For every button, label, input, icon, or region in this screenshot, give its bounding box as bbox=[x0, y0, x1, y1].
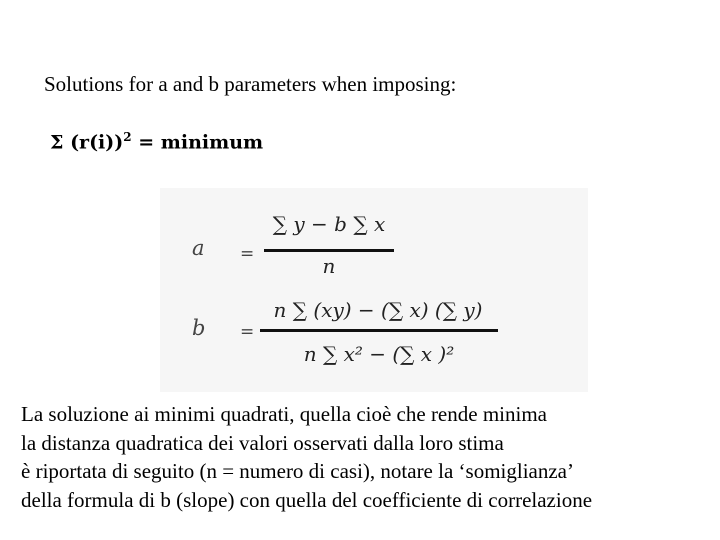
a-numerator: ∑ y − b ∑ x bbox=[272, 212, 386, 236]
explanation-line: La soluzione ai minimi quadrati, quella cioè che rende minima bbox=[21, 402, 547, 426]
slide-heading: Solutions for a and b parameters when imposing: bbox=[44, 72, 457, 96]
explanation-text bbox=[21, 400, 592, 514]
b-numerator: n ∑ (xy) − (∑ x) (∑ y) bbox=[273, 298, 483, 322]
b-label: b bbox=[192, 316, 206, 340]
a-equals: = bbox=[240, 244, 255, 264]
sigma-symbol: Σ bbox=[50, 131, 64, 154]
b-equals: = bbox=[240, 322, 255, 342]
exponent: 2 bbox=[123, 130, 132, 144]
formula-image bbox=[160, 188, 588, 392]
a-label: a bbox=[192, 236, 205, 260]
b-fraction-line bbox=[260, 329, 498, 332]
a-denominator: n bbox=[322, 254, 336, 278]
b-denominator: n ∑ x² − (∑ x )² bbox=[303, 342, 455, 366]
explanation-line: la distanza quadratica dei valori osservati dalla loro stima bbox=[21, 430, 504, 455]
minimization-condition bbox=[50, 130, 263, 153]
explanation-line: della formula di b (slope) con quella del coefficiente di correlazione bbox=[21, 487, 593, 512]
residual-expression: (r(i)) bbox=[70, 131, 124, 154]
explanation-line: è riportata di seguito (n = numero di casi), notare la ‘somiglianza’ bbox=[21, 459, 574, 483]
a-fraction-line bbox=[264, 249, 394, 252]
minimum-text: = minimum bbox=[138, 131, 264, 154]
